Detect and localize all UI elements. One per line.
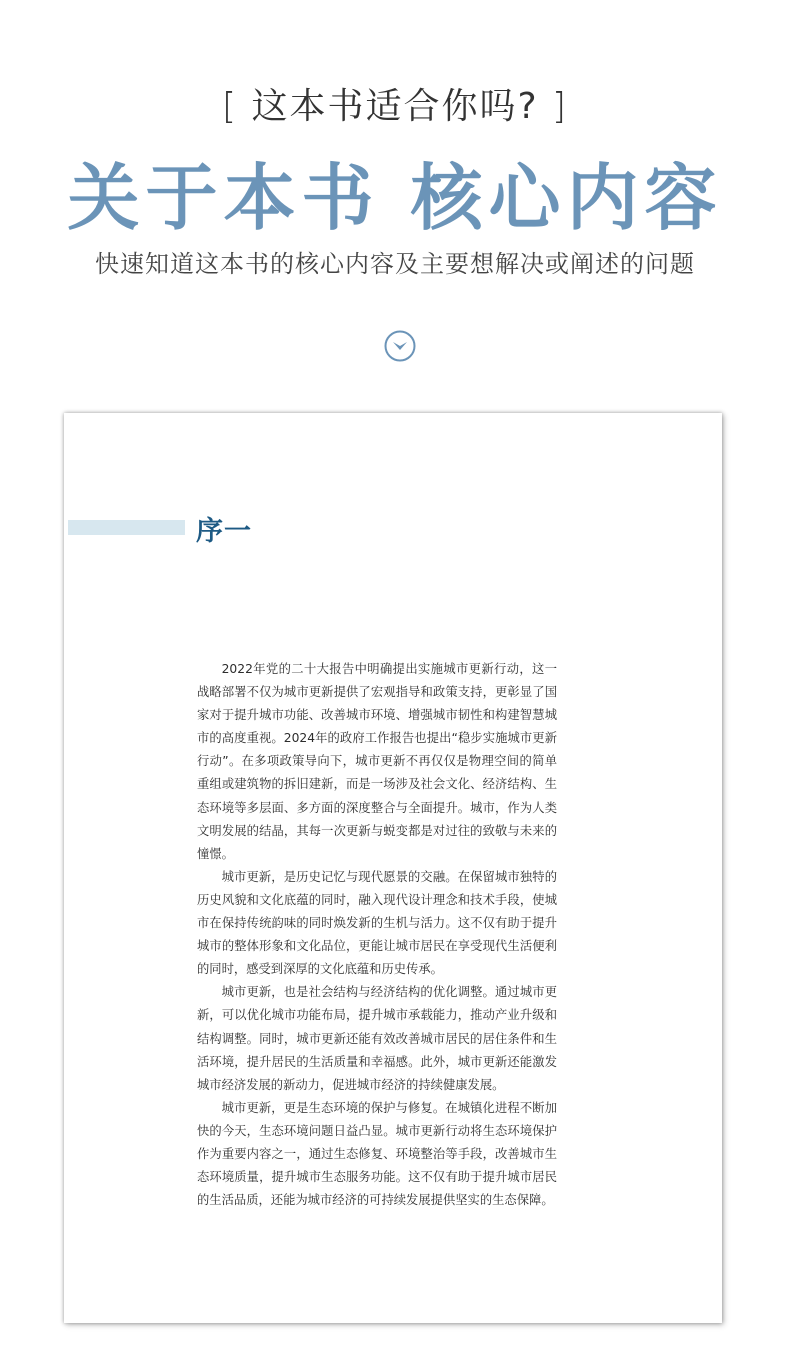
question-heading — [0, 78, 790, 129]
chevron-down-circle-icon — [384, 330, 416, 362]
paragraph: 城市更新，也是社会结构与经济结构的优化调整。通过城市更新，可以优化城市功能布局，提升城市承载能力，推动产业升级和结构调整。同时，城市更新还能有效改善城市居民的居住条件和生活环境，提升居民的生活质量和幸福感。此外，城市更新还能激发城市经济发展的新动力，促进城市经济的持续健康发展。 — [197, 985, 557, 1092]
main-title: 关于本书 核心内容 — [67, 155, 723, 240]
right-bracket: ] — [552, 86, 569, 127]
book-page — [64, 413, 722, 1323]
paragraph: 城市更新，更是生态环境的保护与修复。在城镇化进程不断加快的今天，生态环境问题日益凸显。城市更新行动将生态环境保护作为重要内容之一，通过生态修复、环境整治等手段，改善城市生态环境质量，提升城市生态服务功能。这不仅有助于提升城市居民的生活品质，还能为城市经济的可持续发展提供坚实的生态保障。 — [197, 1100, 557, 1208]
question-text: 这本书适合你吗? — [251, 86, 539, 127]
section-title: 序一 — [196, 516, 252, 547]
body-text — [197, 658, 557, 1212]
subtitle: 快速知道这本书的核心内容及主要想解决或阐述的问题 — [95, 250, 695, 278]
section-decor-bar — [68, 520, 185, 535]
left-bracket: [ — [221, 86, 238, 127]
paragraph: 2022年党的二十大报告中明确提出实施城市更新行动，这一战略部署不仅为城市更新提供了宏观指导和政策支持，更彰显了国家对于提升城市功能、改善城市环境、增强城市韧性和构建智慧城市的高度重视。2024年的政府工作报告也提出“稳步实施城市更新行动”。在多项政策导向下，城市更新不再仅仅是物理空间的简单重组或建筑物的拆旧建新，而是一场涉及社会文化、经济结构、生态环境等多层面、多方面的深度整合与全面提升。城市，作为人类文明发展的结晶，其每一次更新与蜕变都是对过往的致敬与未来的憧憬。 — [197, 662, 557, 861]
paragraph: 城市更新，是历史记忆与现代愿景的交融。在保留城市独特的历史风貌和文化底蕴的同时，融入现代设计理念和技术手段，使城市在保持传统韵味的同时焕发新的生机与活力。这不仅有助于提升城市的整体形象和文化品位，更能让城市居民在享受现代生活便利的同时，感受到深厚的文化底蕴和历史传承。 — [197, 869, 557, 977]
header-section — [0, 0, 790, 400]
